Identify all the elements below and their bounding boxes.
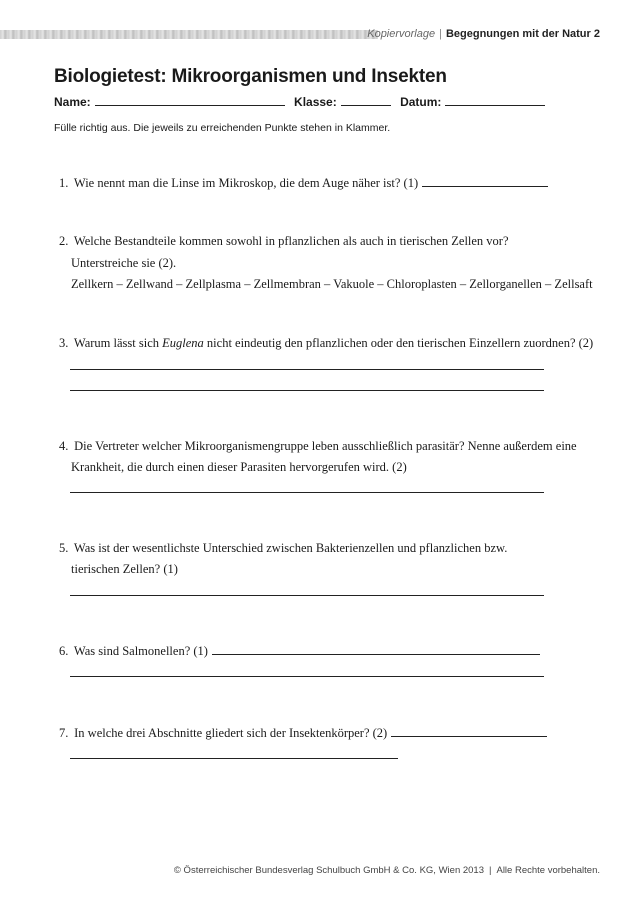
answer-line-q6[interactable] <box>70 676 544 677</box>
question-4 <box>59 439 577 454</box>
question-5 <box>59 541 507 556</box>
footer-copyright: © Österreichischer Bundesverlag Schulbuch GmbH & Co. KG, Wien 2013 <box>173 865 485 876</box>
footer-rights: Alle Rechte vorbehalten. <box>496 865 600 876</box>
date-label: Datum: <box>400 95 442 109</box>
header-series-title: Begegnungen mit der Natur 2 <box>445 28 600 40</box>
question-number: 2. <box>59 234 69 248</box>
answer-line-q3-1[interactable] <box>70 369 544 370</box>
question-number: 7. <box>59 726 69 740</box>
question-number: 6. <box>59 644 69 658</box>
question-5-subline: tierischen Zellen? (1) <box>71 562 178 576</box>
question-7 <box>59 725 547 741</box>
question-text: Was sind Salmonellen? (1) <box>73 644 208 658</box>
page-header <box>367 28 600 40</box>
question-text: Wie nennt man die Linse im Mikroskop, die dem Auge näher ist? (1) <box>73 176 419 190</box>
name-field[interactable] <box>95 95 285 106</box>
question-text: Die Vertreter welcher Mikroorganismengruppe leben ausschließlich parasitär? Nenne außerdem eine <box>74 439 577 453</box>
question-1 <box>59 175 548 191</box>
question-3 <box>59 336 593 351</box>
header-decorative-band <box>0 30 378 39</box>
question-number: 3. <box>59 336 69 350</box>
name-label: Name: <box>54 95 91 109</box>
answer-line-q4[interactable] <box>70 492 544 493</box>
question-text: Was ist der wesentlichste Unterschied zwischen Bakterienzellen und pflanzlichen bzw. <box>73 541 508 555</box>
header-label: Kopiervorlage <box>367 28 436 40</box>
header-separator: | <box>439 28 442 40</box>
answer-blank-q7[interactable] <box>391 725 547 737</box>
class-label: Klasse: <box>294 95 337 109</box>
question-number: 5. <box>59 541 69 555</box>
page-title: Biologietest: Mikroorganismen und Insekten <box>54 66 447 87</box>
answer-line-q3-2[interactable] <box>70 390 544 391</box>
question-2-terms[interactable]: Zellkern – Zellwand – Zellplasma – Zellmembran – Vakuole – Chloroplasten – Zellorganellen – Zellsaft <box>71 277 593 291</box>
answer-line-q5[interactable] <box>70 595 544 596</box>
question-6 <box>59 643 540 659</box>
answer-blank-q6[interactable] <box>212 643 540 655</box>
question-text-before: Warum lässt sich <box>73 336 163 350</box>
answer-blank-q1[interactable] <box>422 175 548 187</box>
answer-line-q7[interactable] <box>70 758 398 759</box>
student-info-fields <box>54 95 551 109</box>
question-text: In welche drei Abschnitte gliedert sich der Insektenkörper? (2) <box>74 726 388 740</box>
question-number: 1. <box>59 176 69 190</box>
question-4-subline: Krankheit, die durch einen dieser Parasiten hervorgerufen wird. (2) <box>71 460 407 474</box>
footer-separator: | <box>489 865 492 876</box>
question-text: Welche Bestandteile kommen sowohl in pflanzlichen als auch in tierischen Zellen vor? <box>73 234 509 248</box>
question-2-subline: Unterstreiche sie (2). <box>71 256 177 270</box>
question-2 <box>59 234 509 249</box>
question-text-italic: Euglena <box>162 336 204 350</box>
question-number: 4. <box>59 439 69 453</box>
question-text-after: nicht eindeutig den pflanzlichen oder den tierischen Einzellern zuordnen? (2) <box>203 336 594 350</box>
date-field[interactable] <box>445 95 545 106</box>
page-footer <box>174 865 600 876</box>
instructions-text: Fülle richtig aus. Die jeweils zu erreichenden Punkte stehen in Klammer. <box>54 122 391 134</box>
class-field[interactable] <box>341 95 391 106</box>
